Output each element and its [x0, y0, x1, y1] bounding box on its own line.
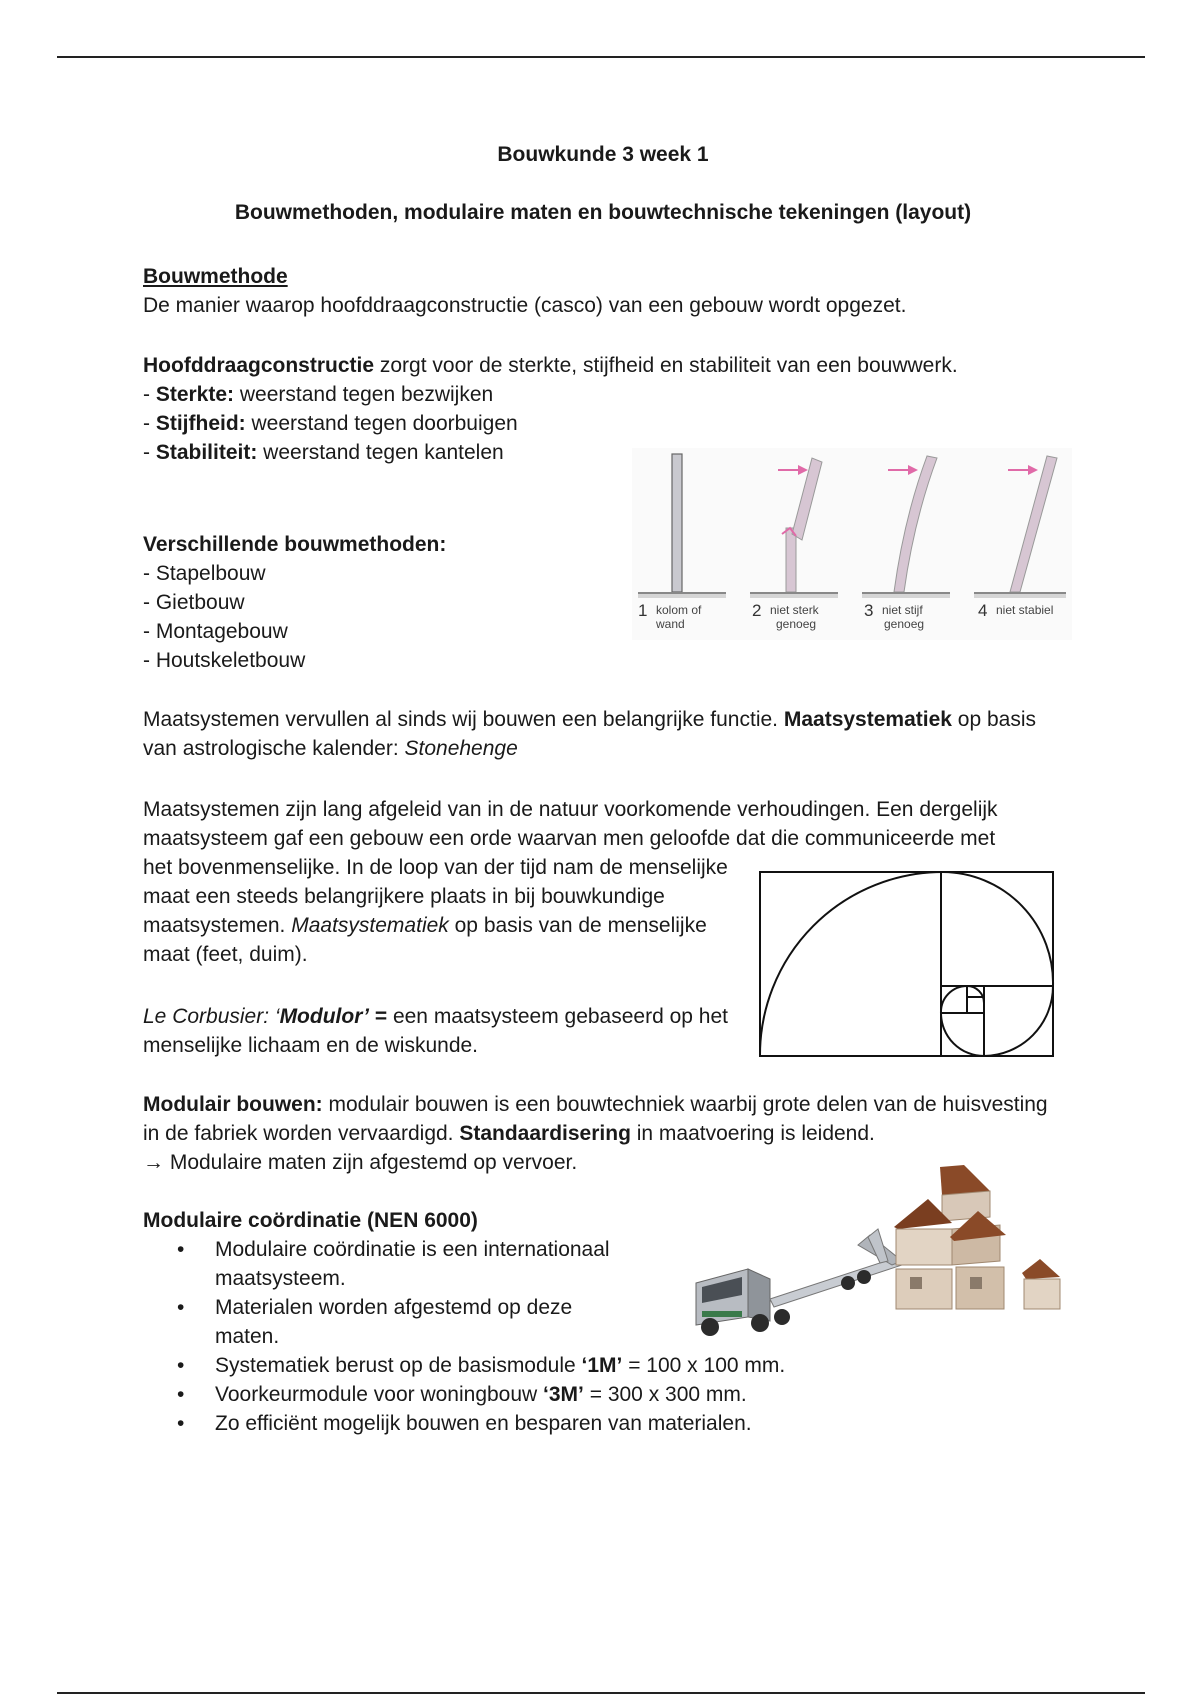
kolom-label: genoeg: [776, 617, 817, 631]
kolom-label: kolom of: [656, 603, 702, 617]
b4-bold: ‘3M’: [543, 1383, 584, 1406]
maat2-line1: Maatsystemen zijn lang afgeleid van in de natuur voorkomende verhoudingen. Een dergelijk: [143, 798, 998, 821]
methode-item: - Stapelbouw: [143, 562, 266, 585]
modulair-bouwen-figure: [688, 1165, 1088, 1350]
kolom-label-num: 1: [638, 601, 648, 620]
maatsystemen-paragraph-1: [143, 705, 1063, 763]
maat1-bold: Maatsystematiek: [783, 708, 952, 731]
stijfheid-text: weerstand tegen doorbuigen: [245, 412, 518, 435]
maat1-text: Maatsystemen vervullen al sinds wij bouwen een belangrijke functie.: [143, 708, 784, 731]
stabiliteit-text: weerstand tegen kantelen: [257, 441, 504, 464]
kolom-figure: [632, 448, 1072, 640]
stabiliteit-term: Stabiliteit:: [155, 441, 258, 464]
modulair-text2: in maatvoering is leidend.: [630, 1122, 875, 1145]
maat2-italic: Maatsystematiek: [291, 914, 449, 937]
b4-post: = 300 x 300 mm.: [583, 1383, 747, 1406]
maat2-text: het bovenmenselijke. In de loop van der tijd nam de menselijke maat een steeds belangrijkere plaats in bij bouwkundige maatsystemen.: [143, 856, 728, 937]
modulor-bold: =: [369, 1005, 388, 1028]
sterkte-text: weerstand tegen bezwijken: [234, 383, 494, 406]
house-modules-icon: [894, 1165, 1060, 1309]
b3-pre: Systematiek berust op de basismodule: [215, 1354, 582, 1377]
bouwmethode-section: [143, 262, 1063, 320]
modulair-bouwen-paragraph: [143, 1090, 1063, 1177]
methode-item: - Houtskeletbouw: [143, 649, 306, 672]
page-title: Bouwkunde 3 week 1: [497, 143, 709, 166]
coordinatie-heading: Modulaire coördinatie (NEN 6000): [143, 1209, 478, 1232]
modulair-arrow-line: → Modulaire maten zijn afgestemd op vervoer.: [143, 1151, 578, 1174]
modulair-text1: modulair bouwen is een bouwtechniek waarbij grote delen van de huisvesting in de fabriek worden vervaardigd.: [143, 1093, 1048, 1145]
coordinatie-bullet: • Zo efficiënt mogelijk bouwen en besparen van materialen.: [143, 1409, 1063, 1438]
kolom-label-num: 3: [864, 601, 874, 620]
kolom-label: niet sterk: [770, 603, 819, 617]
coordinatie-bullet: • Modulaire coördinatie is een internationaal maatsysteem.: [143, 1235, 615, 1293]
coordinatie-bullet: • Materialen worden afgestemd op deze maten.: [143, 1293, 615, 1351]
modulor-text: een maatsysteem gebaseerd op het menselijke lichaam en de wiskunde.: [143, 1005, 728, 1057]
page-subtitle: Bouwmethoden, modulaire maten en bouwtechnische tekeningen (layout): [234, 201, 972, 224]
hoofddraag-text: zorgt voor de sterkte, stijfheid en stabiliteit van een bouwwerk.: [374, 354, 958, 377]
methode-item: - Montagebouw: [143, 620, 288, 643]
kolom-label: wand: [656, 617, 685, 631]
hoofddraag-section: Hoofddraagconstructie zorgt voor de sterkte, stijfheid en stabiliteit van een bouwwerk. - Sterkte: weerstand tegen bezwijken - Stijfheid: weerstand tegen doorbuigen - Stabiliteit: weerstand tegen kantelen: [143, 354, 958, 464]
modulor-paragraph: [143, 1002, 733, 1060]
modulor-bolditalic: Modulor’: [279, 1005, 369, 1028]
maat1-text2: op basis van astrologische kalender:: [143, 708, 1036, 760]
maat2-text-end: op basis van de menselijke maat (feet, duim).: [143, 914, 707, 966]
kolom-label: niet stabiel: [996, 603, 1054, 617]
kolom-label: niet stijf: [882, 603, 923, 617]
modulair-bold: Standaardisering: [459, 1122, 631, 1145]
methoden-heading: Verschillende bouwmethoden:: [143, 533, 447, 556]
kolom-label: genoeg: [884, 617, 925, 631]
methoden-section: [143, 530, 603, 675]
bouwmethode-definition: De manier waarop hoofddraagconstructie (casco) van een gebouw wordt opgezet.: [143, 294, 907, 317]
kolom-label-num: 2: [752, 601, 762, 620]
truck-icon: [696, 1229, 902, 1336]
sterkte-term: Sterkte:: [155, 383, 235, 406]
kolom-1-icon: [672, 454, 682, 592]
methode-item: - Gietbouw: [143, 591, 245, 614]
modulair-term: Modulair bouwen:: [143, 1093, 323, 1116]
modulor-italic: Le Corbusier: ‘: [143, 1005, 280, 1028]
stijfheid-term: Stijfheid:: [155, 412, 246, 435]
coordinatie-bullet: [143, 1380, 1063, 1409]
b3-post: = 100 x 100 mm.: [622, 1354, 786, 1377]
golden-spiral-figure: [758, 870, 1056, 1060]
bouwmethode-heading: Bouwmethode: [143, 265, 288, 288]
b4-pre: Voorkeurmodule voor woningbouw: [215, 1383, 544, 1406]
bottom-rule: [57, 1692, 1145, 1694]
hoofddraag-term: Hoofddraagconstructie: [143, 354, 375, 377]
maat1-italic: Stonehenge: [404, 737, 518, 760]
maat2-line2: maatsysteem gaf een gebouw een orde waarvan men geloofde dat die communiceerde met: [143, 827, 996, 850]
kolom-label-num: 4: [978, 601, 988, 620]
coordinatie-bullet: [143, 1351, 1063, 1380]
b3-bold: ‘1M’: [581, 1354, 623, 1377]
top-rule: [57, 56, 1145, 58]
